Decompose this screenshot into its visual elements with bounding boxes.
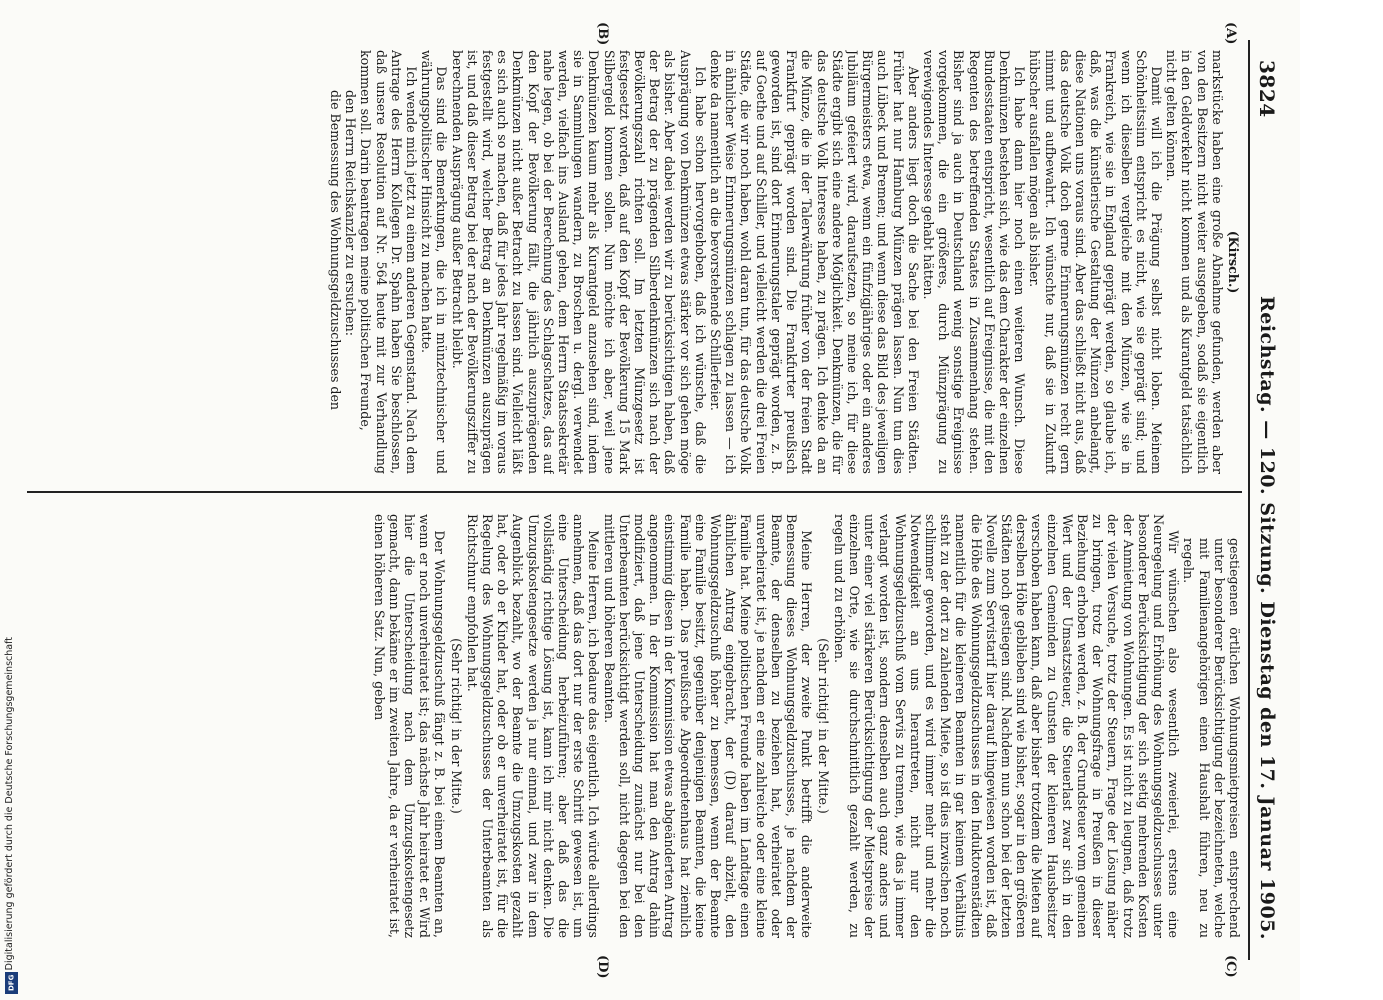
page-number: 3824 [1255,60,1279,118]
paragraph: Der Wohnungsgeldzuschuß fängt z. B. bei einem Beamten an, wenn er noch unverheiratet ist; das nächste Jahr heiratet er. Wird hier die Unterscheidung nach dem Umzugskostengesetz gemacht, dann bekäme er im zweiten Jahre, da er verheiratet ist, einen höheren Satz. Nun, geben [371,514,448,938]
resolution-intro: den Herrn Reichskanzler zu ersuchen: [343,90,359,336]
interjection: (Sehr richtig! in der Mitte.) [815,638,831,814]
interjection: (Sehr richtig! in der Mitte.) [448,638,464,814]
paragraph: Meine Herren, ich bedaure das eigentlich. Ich würde allerdings annehmen, daß das dort nur der erste Schritt gewesen ist, um eine Unterscheidung herbeizuführen; aber daß das die vollständig richtige Lösung ist, kann ich mir nicht denken. Die Umzugskostengesetze werden ja nur einmal, und zwar in dem Augenblick bezahlt, wo der Beamte die Umzugskosten gezahlt hat, oder ob er Kinder hat, oder ob er unverheiratet ist, für die Regelung des Wohnungsgeldzuschusses der Unterbeamten als Richtschnur empfohlen hat. [464,514,602,938]
margin-mark-d: (D) [595,955,610,979]
paragraph: Aber anders liegt doch die Sache bei den Freien Städten. Früher hat nur Hamburg Münzen prägen lassen. Nun tun dies auch Lübeck und Bremen; und wenn diese das Bild des jeweiligen Bürgermeisters etwa, wenn ein fünfzigjähriges oder ein anderes Jubiläum gefeiert wird, daraufsetzen, so meine ich, für diese Städte ergibt sich eine andere Möglichkeit. Denkmünzen, die für das deutsche Volk Interesse haben, zu prägen. Ich denke da an die Münze, die in der Talerwährung früher von der freien Stadt Frankfurt geprägt worden sind. Die Frankfurter preußisch geworden ist, sind dort Erinnerungstaler geprägt worden, z. B. auf Goethe und auf Schiller, und vielleicht werden die drei Freien Städte, die wir noch haben, wohl daran tun, für das deutsche Volk in ähnlicher Weise Erinnerungsmünzen schlagen zu lassen — ich denke da namentlich an die bevorstehende Schillerfeier. [708,50,921,474]
paragraph: Wir wünschen also wesentlich zweierlei, erstens eine Neuregelung und Erhöhung des Wohnungsgeldzuschusses unter besonderer Berücksichtigung der sich stetig mehrenden Kosten der Anmietung von Wohnungen. Es ist nicht zu leugnen, daß trotz der vielen Versuche, trotz der Steuern, Frage der Lösung näher zu bringen, trotz der Wohnungsfrage in Preußen in dieser Beziehung erhoben werden, z. B. der Grundsteuer vom gemeinen Wert und der Umsatzsteuer, die Steuerlast zwar sich in den einzelnen Gemeinden zu Gunsten der kleineren Hausbesitzer verschoben haben kann, daß aber bisher trotzdem die Mieten auf derselben Höhe geblieben sind wie bisher, sogar in den größeren Städten noch gestiegen sind. Nachdem nun schon bei der letzten Novelle zum Servistarif hier darauf hingewiesen worden ist, daß die Höhe des Wohnungsgeldzuschusses in den Induktorenstädten namentlich für die kleineren Beamten in gar keinem Verhältnis steht zu der dort zu zahlenden Miete, so ist dies inzwischen noch schlimmer geworden, und es wird immer mehr und mehr die Notwendigkeit an uns herantreten, nicht nur den Wohnungsgeldzuschuß vom Servis zu trennen, wie das ja immer verlangt worden ist, sondern denselben auch ganz anders und unter einer viel stärkeren Berücksichtigung der Mietspreise der einzelnen Orte, wie sie durchschnittlich gezahlt werden, zu regeln und zu erhöhen. [831,514,1182,938]
paragraph: Das sind die Bemerkungen, die ich in münztechnischer und währungspolitischer Hinsicht zu machen hatte. [419,50,450,474]
margin-mark-a: (A) [1223,22,1238,45]
paragraph: Meine Herren, der zweite Punkt betrifft die anderweite Bemessung dieses Wohnungsgeldzuschusses, je nachdem der Beamte, der denselben zu beziehen hat, verheiratet oder unverheiratet ist, je nachdem er eine zahlreiche oder eine kleine Familie hat. Meine politischen Freunde haben im Landtage einen ähnlichen Antrag eingebracht, der (D) darauf abzielt, den Wohnungsgeldzuschuß höher zu bemessen, wenn der Beamte eine Familie besitzt, gegenüber denjenigen Beamten, die keine Familie haben. Das preußische Abgeordnetenhaus hat ziemlich einstimmig diesen in der Kommission etwas abgeänderten Antrag angenommen. In der Kommission hat man den Antrag dahin modifiziert, daß jene Unterscheidung zunächst nur bei den Unterbeamten berücksichtigt werden soll, nicht dagegen bei den mittleren und höheren Beamten. [601,514,815,938]
digitization-credit [2,598,18,998]
paragraph: Ich wende mich jetzt zu einem anderen Gegenstand. Nach dem Antrage des Herrn Kollegen Dr. Spahn haben Sie beschlossen, daß unsere Resolution auf Nr. 564 heute mit zur Verhandlung kommen soll. Darin beantragen meine politischen Freunde, [358,50,420,474]
margin-mark-b: (B) [595,22,610,46]
paragraph: Ich habe dann hier noch einen weiteren Wunsch. Diese Denkmünzen bestehen sich, wie das dem Charakter der einzelnen Bundesstaaten entspricht, wesentlich auf Ereignisse, die mit den Regenten des betreffenden Staates in Zusammenhang stehen. Bisher sind ja auch in Deutschland wenig sonstige Ereignisse vorgekommen, die ein größeres, durch Münzprägung zu verewigendes Interesse gehabt hätten. [920,50,1028,474]
right-column [27,514,1242,938]
paragraph: gestiegenen örtlichen Wohnungsmietpreisen entsprechend unter besonderer Berücksichtigung der bezeichneten, welche mit Familienangehörigen einen Haushalt führen, neu zu regeln. [1181,538,1242,938]
paragraph: Ich habe schon hervorgehoben, daß ich wünsche, daß die Ausprägung von Denkmünzen etwas stärker vor sich gehen möge als bisher. Aber dabei werden wir zu berücksichtigen haben, daß der Betrag der zu prägenden Silberdenkmünzen sich nach der Bevölkerungszahl richten soll. Im letzten Münzgesetz ist festgesetzt worden, daß auf den Kopf der Bevölkerung 15 Mark Silbergeld kommen sollen. Nun möchte ich aber, weil jene Denkmünzen kaum mehr als Kurantgeld anzusehen sind, indem sie in Sammlungen wandern, zu Broschen u. dergl. verwendet werden, vielfach ins Ausland gehen, dem Herrn Staatssekretär nahe legen, ob bei der Berechnung des Schlagschatzes, das auf den Kopf der Bevölkerung fällt, die jährlich auszuprägenden Denkmünzen nicht außer Betracht zu lassen sind. Vielleicht läßt es sich auch so machen, daß für jedes Jahr regelmäßig im voraus festgestellt wird, welcher Betrag an Denkmünzen auszuprägen ist, und daß dieser Betrag bei der nach der Bevölkerungsziffer zu berechnenden Ausprägung außer Betracht bleibt. [449,50,708,474]
column-rule [27,491,1242,493]
resolution-text: die Bemessung des Wohnungsgeldzuschusses den [328,90,344,411]
header-rule [1248,40,1250,960]
credit-text: Digitalisierung gefördert durch die Deutsche Forschungsgemeinschaft [4,636,15,970]
margin-mark-c: (C) [1223,955,1238,978]
left-column [27,50,1242,474]
speaker-name: (Kirsch.) [1226,230,1241,294]
dfg-logo-icon: DFG [5,972,18,994]
running-title: Reichstag. — 120. Sitzung. Dienstag den 17. Januar 1905. [1256,295,1278,940]
page-header [1252,60,1282,940]
paragraph: Damit will ich die Prägung selbst nicht loben. Meinem Schönheitssinn entspricht es nicht, wie sie geprägt sind; und wenn ich dieselben vergleiche mit den Münzen, wie sie in Frankreich, wie sie in England geprägt werden, so glaube ich, daß, was die künstlerische Gestaltung der Münzen anbelangt, diese Nationen uns voraus sind. Aber das schließt nicht aus, daß das deutsche Volk doch gerne Erinnerungsmünzen recht gern nimmt und aufbewahrt. Ich wünschte nur, daß sie in Zukunft hübscher ausfallen mögen als bisher. [1027,50,1164,474]
paragraph: markstücke haben eine große Abnahme gefunden, werden aber von den Besitzern nicht weiter ausgegeben, sodaß sie eigentlich in den Geldverkehr nicht kommen und als Kurantgeld tatsächlich nicht gelten können. [1164,50,1225,474]
